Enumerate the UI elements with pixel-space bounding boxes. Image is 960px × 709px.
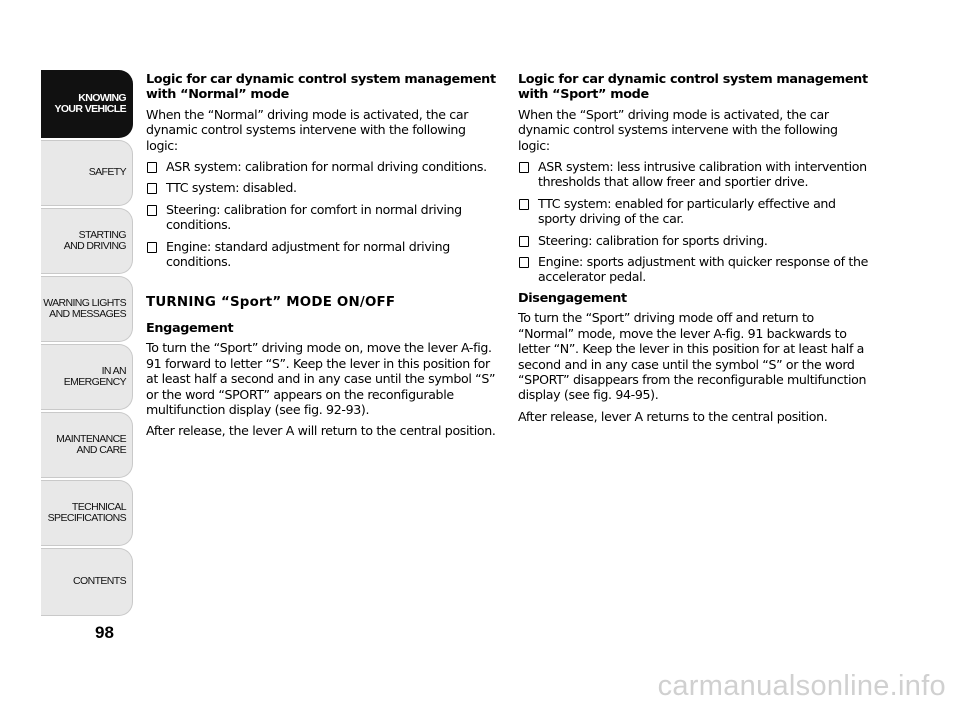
normal-mode-heading: Logic for car dynamic control system management with “Normal” mode: [146, 72, 496, 103]
section-title: TURNING “Sport” MODE ON/OFF: [146, 295, 396, 311]
tab-contents[interactable]: CONTENTS: [41, 548, 133, 616]
normal-mode-intro: When the “Normal” driving mode is activated, the car dynamic control systems intervene with the following logic:: [146, 106, 469, 153]
engagement-release-text: After release, the lever A will return to the central position.: [146, 423, 496, 439]
list-item: Engine: sports adjustment with quicker response of the accelerator pedal.: [518, 254, 868, 285]
list-item: Steering: calibration for sports driving.: [518, 233, 868, 248]
tab-in-an-emergency[interactable]: IN AN EMERGENCY: [41, 344, 133, 410]
list-item: Engine: standard adjustment for normal driving conditions.: [146, 239, 498, 270]
watermark: carmanualsonline.info: [657, 670, 946, 702]
disengagement-release-text: After release, lever A returns to the central position.: [518, 408, 828, 424]
tab-starting-and-driving[interactable]: STARTING AND DRIVING: [41, 208, 133, 274]
sport-mode-heading: Logic for car dynamic control system management with “Sport” mode: [518, 72, 868, 103]
tab-maintenance-and-care[interactable]: MAINTENANCE AND CARE: [41, 412, 133, 478]
disengagement-text: To turn the “Sport” driving mode off and return to “Normal” mode, move the lever A-fig. 91 backwards to letter “N”. Keep the lever in this position for at least half a second and in any case until the symbol “S” or the word “SPORT” disappears from the reconfigurable multifunction display (see fig. 94-95).: [518, 310, 867, 403]
right-column: [518, 72, 868, 430]
engagement-text: To turn the “Sport” driving mode on, move the lever A-fig. 91 forward to letter “S”. Keep the lever in this position for at least half a second and in any case until the symbol “S” or the word “SPORT” appears on the reconfigurable multifunction display (see fig. 92-93).: [146, 340, 496, 417]
tab-safety[interactable]: SAFETY: [41, 140, 133, 206]
sport-mode-list: [518, 159, 868, 285]
list-item: TTC system: disabled.: [146, 180, 498, 195]
list-item: Steering: calibration for comfort in normal driving conditions.: [146, 202, 498, 233]
tab-technical-specifications[interactable]: TECHNICAL SPECIFICATIONS: [41, 480, 133, 546]
disengagement-heading: Disengagement: [518, 290, 627, 306]
list-item: TTC system: enabled for particularly effective and sporty driving of the car.: [518, 196, 868, 227]
list-item: ASR system: calibration for normal driving conditions.: [146, 159, 498, 174]
tab-warning-lights[interactable]: WARNING LIGHTS AND MESSAGES: [41, 276, 133, 342]
page-number: 98: [95, 623, 114, 642]
left-column: [146, 72, 498, 445]
list-item: ASR system: less intrusive calibration with intervention thresholds that allow freer and sportier drive.: [518, 159, 868, 190]
sport-mode-intro: When the “Sport” driving mode is activated, the car dynamic control systems intervene with the following logic:: [518, 106, 838, 153]
tab-knowing-your-vehicle[interactable]: KNOWING YOUR VEHICLE: [41, 70, 133, 138]
engagement-heading: Engagement: [146, 320, 234, 336]
normal-mode-list: [146, 159, 498, 269]
